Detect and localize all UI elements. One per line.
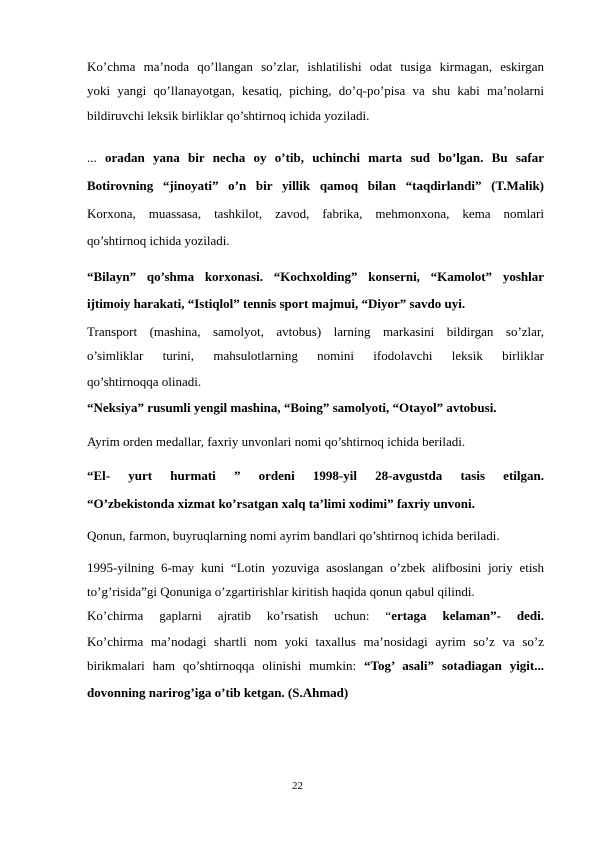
text-line: Korxona, muassasa, tashkilot, zavod, fabrika, mehmonxona, kema nomlari [87,206,544,221]
text-line: bildiruvchi leksik birliklar qo’shtirnoq ichida yoziladi. [87,108,370,123]
text-line: to’g’risida”gi Qonuniga o’zgartirishlar kiritish haqida qonun qabul qilindi. [87,584,475,599]
text-line: yoki yangi qo’llanayotgan, kesatiq, piching, do’q-po’pisa va shu kabi ma’nolarni [87,83,544,98]
quote-intro: birikmalari ham qo’shtirnoqqa olinishi mumkin: [87,658,364,673]
example-bold: oradan yana bir necha oy o’tib, uchinchi marta sud bo’lgan. Bu safar [105,150,544,165]
text-line: Ko’chirma ma’nodagi shartli nom yoki taxallus ma’nosidagi ayrim so’z va so’z [87,634,544,649]
example-line: ijtimoiy harakati, “Istiqlol” tennis sport majmui, “Diyor” savdo uyi. [87,296,466,311]
text-line: qo’shtirnoq ichida yoziladi. [87,233,230,248]
text-line: qo’shtirnoqqa olinadi. [87,374,202,389]
quote-intro: Ko’chirma gaplarni ajratib ko’rsatish uchun: “ [87,608,392,623]
example-bold: ertaga kelaman”- dedi. [391,608,545,623]
example-line [87,146,544,170]
ellipsis-prefix: ... [87,150,106,165]
text-line [87,604,544,628]
page-number: 22 [292,780,303,792]
example-line: “Neksiya” rusumli yengil mashina, “Boing” samolyoti, “Otayol” avtobusi. [87,400,497,415]
example-bold: “Tog’ asali” sotadiagan yigit... [363,658,545,673]
text-line [87,654,544,678]
text-line: Ko’chma ma’noda qo’llangan so’zlar, ishlatilishi odat tusiga kirmagan, eskirgan [87,59,544,74]
example-line: “Bilayn” qo’shma korxonasi. “Kochxolding” konserni, “Kamolot” yoshlar [87,269,544,284]
text-line: o’simliklar turini, mahsulotlarning nomini ifodolavchi leksik birliklar [87,348,544,363]
text-line: Qonun, farmon, buyruqlarning nomi ayrim bandlari qo’shtirnoq ichida beriladi. [87,528,500,543]
example-line: “O’zbekistonda xizmat ko’rsatgan xalq ta’limi xodimi” faxriy unvoni. [87,496,475,511]
example-line: Botirovning “jinoyati” o’n bir yillik qamoq bilan “taqdirlandi” (T.Malik) [87,178,544,193]
example-line: dovonning narirog’iga o’tib ketgan. (S.Ahmad) [87,685,349,700]
example-line: “El- yurt hurmati ” ordeni 1998-yil 28-avgustda tasis etilgan. [87,468,544,483]
text-line: Transport (mashina, samolyot, avtobus) larning markasini bildirgan so’zlar, [87,324,544,339]
text-line: Ayrim orden medallar, faxriy unvonlari nomi qo’shtirnoq ichida beriladi. [87,434,466,449]
text-line: 1995-yilning 6-may kuni “Lotin yozuviga asoslangan o’zbek alifbosini joriy etish [87,560,544,575]
